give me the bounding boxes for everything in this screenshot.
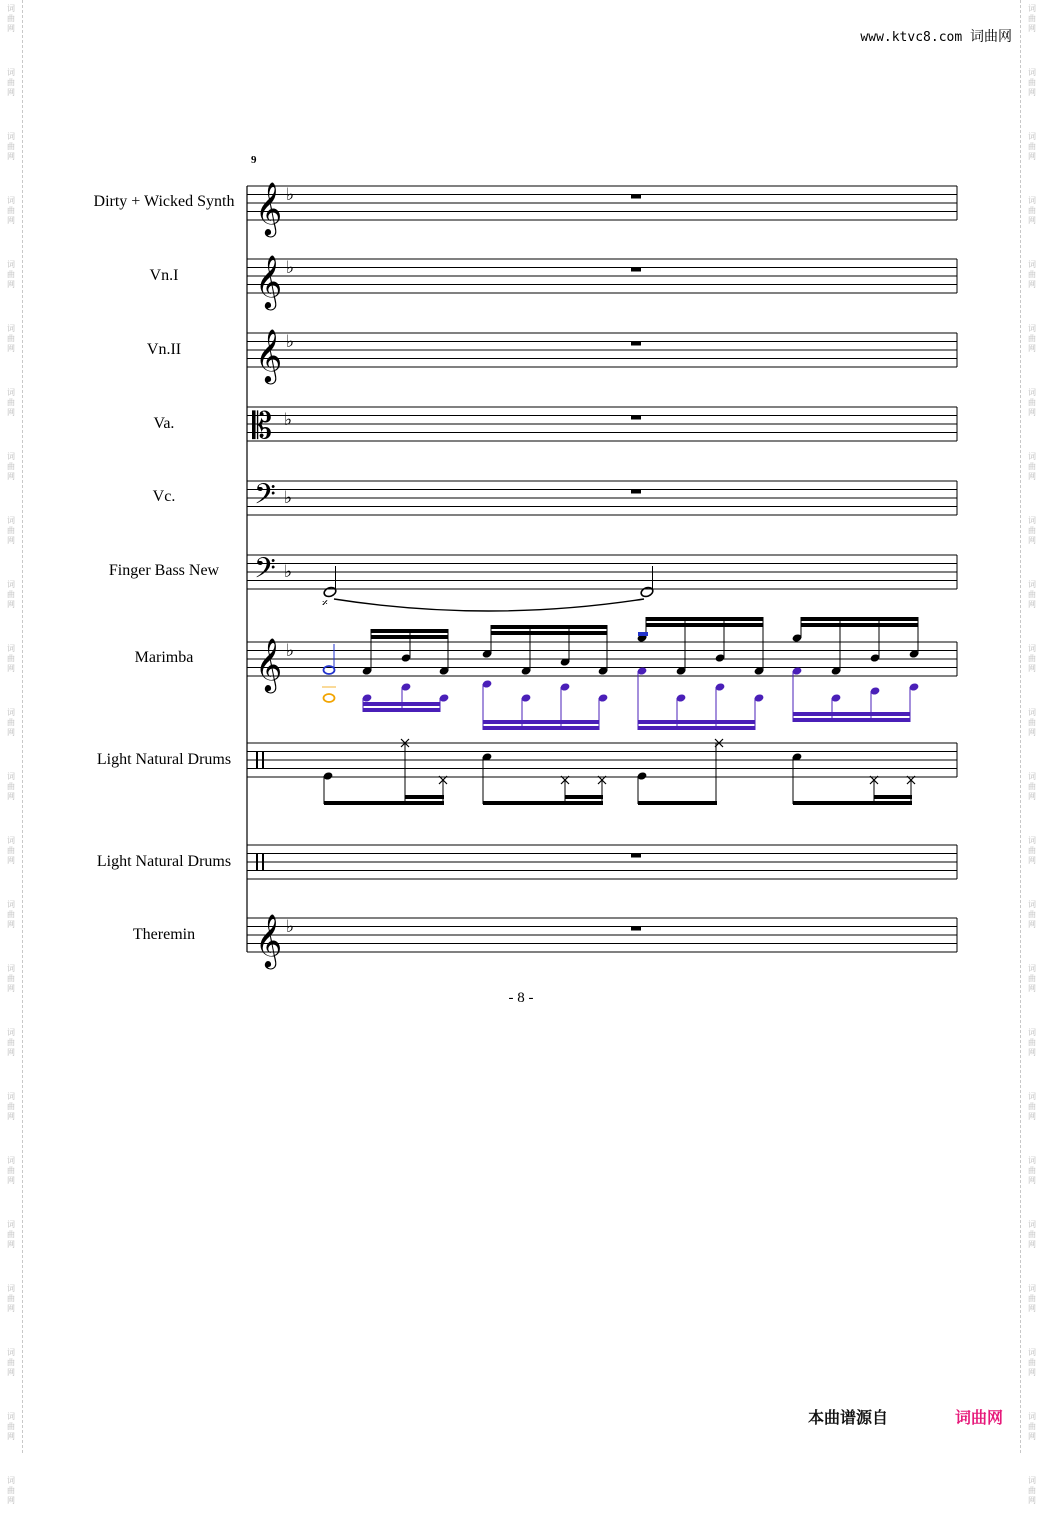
beam xyxy=(363,702,441,706)
site-name: 词曲网 xyxy=(970,29,1012,45)
accent-mark xyxy=(638,632,648,636)
beam xyxy=(793,718,911,722)
beam xyxy=(646,623,764,627)
flat-sign-icon: ♭ xyxy=(286,641,295,661)
whole-rest-icon xyxy=(631,268,641,272)
watermark-mark: 词 曲 网 xyxy=(7,68,15,97)
watermark-mark: 词 曲 网 xyxy=(1028,68,1036,97)
watermark-mark: 词 曲 网 xyxy=(7,964,15,993)
staff-1 xyxy=(247,254,957,310)
beam xyxy=(491,631,608,635)
beam xyxy=(483,726,600,730)
beam xyxy=(638,801,717,805)
instrument-label-drums-1: Light Natural Drums xyxy=(96,751,232,768)
watermark-mark: 词 曲 网 xyxy=(7,132,15,161)
watermark-mark: 词 曲 网 xyxy=(1028,260,1036,289)
instrument-label-synth: Dirty + Wicked Synth xyxy=(93,193,235,210)
instrument-label-violin-2: Vn.II xyxy=(146,341,182,358)
watermark-mark: 词 曲 网 xyxy=(7,708,15,737)
site-url[interactable]: www.ktvc8.com xyxy=(860,30,963,45)
half-note xyxy=(640,586,654,598)
beam xyxy=(793,801,912,805)
watermark-mark: 词 曲 网 xyxy=(1028,452,1036,481)
staff-3 xyxy=(247,406,957,447)
percussion-clef-icon xyxy=(256,751,258,769)
treble-clef-icon: 𝄞 xyxy=(255,181,283,235)
whole-rest-icon xyxy=(631,416,641,420)
alto-clef-icon: 𝄡 xyxy=(252,406,273,447)
watermark-mark: 词 曲 网 xyxy=(7,1476,15,1505)
treble-clef-icon: 𝄞 xyxy=(255,328,283,382)
beam xyxy=(874,795,912,799)
watermark-mark: 词 曲 网 xyxy=(7,196,15,225)
instrument-label-drums-2: Light Natural Drums xyxy=(96,853,232,870)
watermark-mark: 词 曲 网 xyxy=(7,1156,15,1185)
watermark-mark: 词 曲 网 xyxy=(7,644,15,673)
beam xyxy=(793,712,911,716)
instrument-label-cello: Vc. xyxy=(152,488,176,505)
percussion-clef-icon xyxy=(262,853,264,871)
beam xyxy=(491,625,608,629)
footer-logo[interactable]: 词曲网 xyxy=(955,1408,1004,1427)
staff-0 xyxy=(247,181,957,237)
watermark-mark: 词 曲 网 xyxy=(1028,580,1036,609)
watermark-mark: 词 曲 网 xyxy=(1028,1284,1036,1313)
treble-clef-icon: 𝄞 xyxy=(255,637,283,691)
beam xyxy=(363,708,441,712)
watermark-mark: 词 曲 网 xyxy=(1028,1220,1036,1249)
watermark-mark: 词 曲 网 xyxy=(7,1412,15,1441)
watermark-mark: 词 曲 网 xyxy=(7,260,15,289)
watermark-mark: 词 曲 网 xyxy=(1028,196,1036,225)
beam xyxy=(801,617,919,621)
beam xyxy=(565,795,603,799)
watermark-mark: 词 曲 网 xyxy=(7,580,15,609)
watermark-mark: 词 曲 网 xyxy=(7,772,15,801)
staff-drums-1 xyxy=(247,739,957,805)
measure-number: 9 xyxy=(251,154,257,166)
watermark-mark: 词 曲 网 xyxy=(1028,964,1036,993)
flat-sign-icon: ♭ xyxy=(284,410,293,430)
flat-sign-icon: ♭ xyxy=(286,917,295,937)
beam xyxy=(638,720,756,724)
staff-2 xyxy=(247,328,957,384)
watermark-mark: 词 曲 网 xyxy=(1028,1028,1036,1057)
instrument-label-violin-1: Vn.I xyxy=(149,267,179,284)
tremolo-icon: 𝄎 xyxy=(322,596,328,610)
whole-rest-icon xyxy=(631,195,641,199)
watermark-mark: 词 曲 网 xyxy=(1028,516,1036,545)
whole-rest-icon xyxy=(631,854,641,858)
footer-source-text: 本曲谱源自 xyxy=(808,1408,889,1427)
staff-drums-2 xyxy=(247,845,957,879)
flat-sign-icon: ♭ xyxy=(286,332,295,352)
flat-sign-icon: ♭ xyxy=(284,488,293,508)
instrument-label-marimba: Marimba xyxy=(134,649,194,666)
beam xyxy=(801,623,919,627)
watermark-mark: 词 曲 网 xyxy=(1028,1412,1036,1441)
watermark-mark: 词 曲 网 xyxy=(7,452,15,481)
instrument-label-finger-bass: Finger Bass New xyxy=(108,562,220,579)
beam xyxy=(405,795,444,799)
percussion-clef-icon xyxy=(262,751,264,769)
watermark-mark: 词 曲 网 xyxy=(1028,772,1036,801)
watermark-mark: 词 曲 网 xyxy=(1028,644,1036,673)
watermark-mark: 词 曲 网 xyxy=(7,1284,15,1313)
watermark-mark: 词 曲 网 xyxy=(1028,388,1036,417)
staff-marimba xyxy=(247,617,957,730)
instrument-label-viola: Va. xyxy=(153,415,175,432)
instrument-label-theremin: Theremin xyxy=(132,926,196,943)
whole-rest-icon xyxy=(631,342,641,346)
beam xyxy=(483,801,603,805)
beam xyxy=(324,801,444,805)
staff-finger-bass xyxy=(247,552,957,611)
watermark-mark: 词 曲 网 xyxy=(7,4,15,33)
watermark-mark: 词 曲 网 xyxy=(1028,1348,1036,1377)
flat-sign-icon: ♭ xyxy=(286,258,295,278)
watermark-mark: 词 曲 网 xyxy=(1028,900,1036,929)
bass-clef-icon: 𝄢 xyxy=(254,478,276,518)
watermark-mark: 词 曲 网 xyxy=(1028,324,1036,353)
flat-sign-icon: ♭ xyxy=(286,185,295,205)
watermark-mark: 词 曲 网 xyxy=(1028,708,1036,737)
watermark-mark: 词 曲 网 xyxy=(7,388,15,417)
beam xyxy=(638,726,756,730)
staff-theremin xyxy=(247,913,957,969)
watermark-mark: 词 曲 网 xyxy=(1028,836,1036,865)
beam xyxy=(371,635,449,639)
bass-clef-icon: 𝄢 xyxy=(254,552,276,592)
beam xyxy=(483,720,600,724)
watermark-mark: 词 曲 网 xyxy=(7,900,15,929)
watermark-mark: 词 曲 网 xyxy=(7,324,15,353)
half-note xyxy=(324,694,335,702)
whole-rest-icon xyxy=(631,490,641,494)
watermark-mark: 词 曲 网 xyxy=(7,1028,15,1057)
percussion-clef-icon xyxy=(256,853,258,871)
watermark-mark: 词 曲 网 xyxy=(1028,1092,1036,1121)
watermark-mark: 词 曲 网 xyxy=(1028,1156,1036,1185)
treble-clef-icon: 𝄞 xyxy=(255,913,283,967)
watermark-mark: 词 曲 网 xyxy=(1028,4,1036,33)
page-number: - 8 - xyxy=(508,990,534,1006)
beam xyxy=(646,617,764,621)
watermark-mark: 词 曲 网 xyxy=(1028,132,1036,161)
treble-clef-icon: 𝄞 xyxy=(255,254,283,308)
whole-rest-icon xyxy=(631,927,641,931)
tie-arc xyxy=(334,599,644,611)
watermark-mark: 词 曲 网 xyxy=(7,1220,15,1249)
beam xyxy=(371,629,449,633)
watermark-mark: 词 曲 网 xyxy=(1028,1476,1036,1505)
watermark-mark: 词 曲 网 xyxy=(7,1092,15,1121)
watermark-mark: 词 曲 网 xyxy=(7,1348,15,1377)
staff-4 xyxy=(247,478,957,518)
watermark-mark: 词 曲 网 xyxy=(7,516,15,545)
flat-sign-icon: ♭ xyxy=(284,562,293,582)
watermark-mark: 词 曲 网 xyxy=(7,836,15,865)
